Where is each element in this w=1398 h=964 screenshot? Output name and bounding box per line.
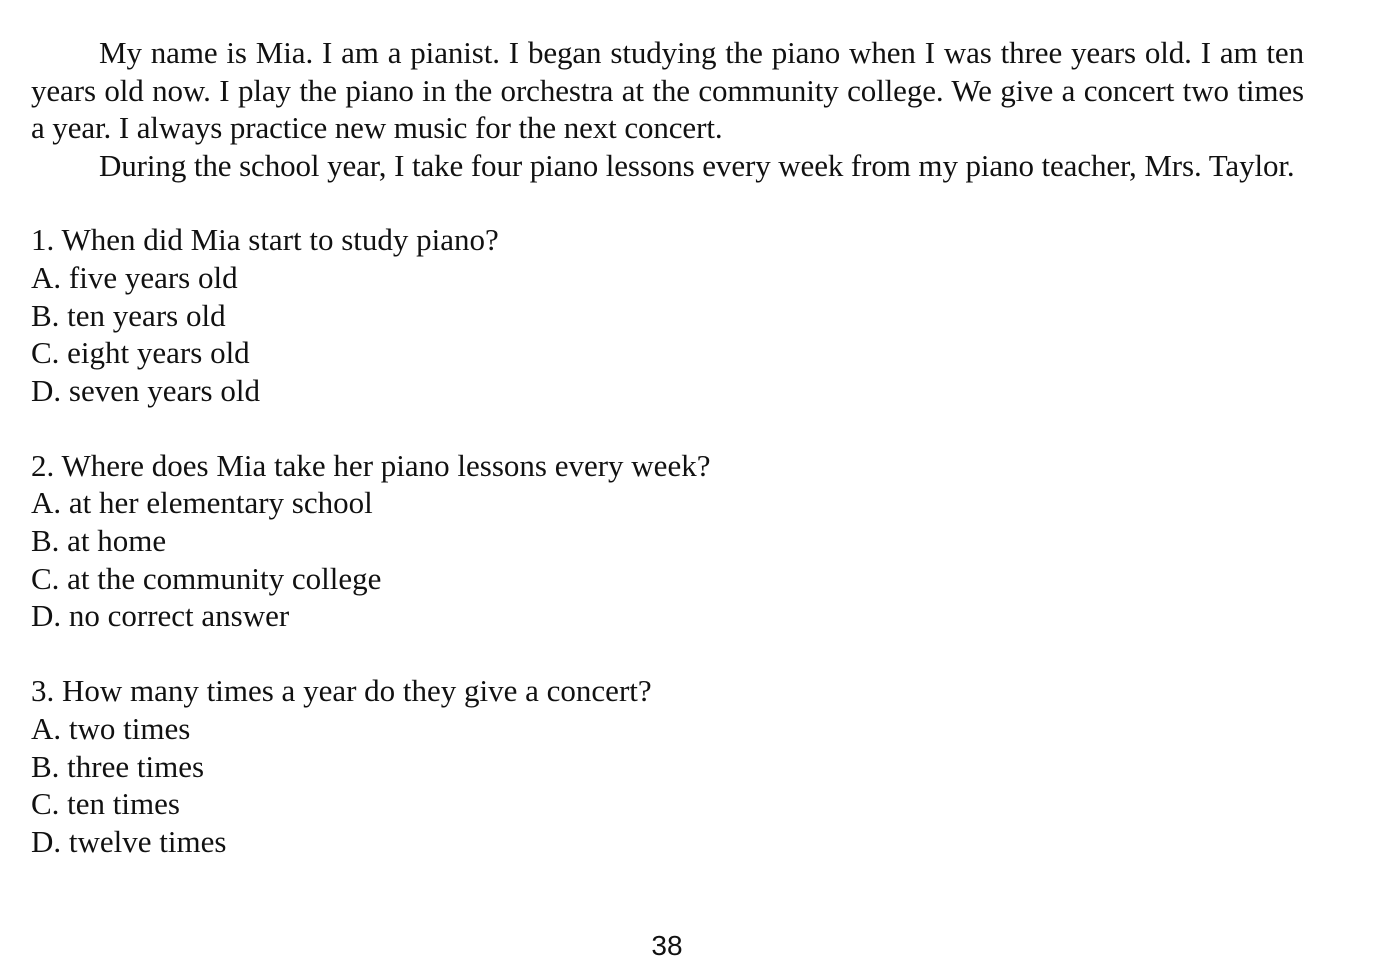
question-2-text: 2. Where does Mia take her piano lessons every week? [31, 447, 711, 483]
question-2-option-c: C. at the community college [31, 560, 382, 596]
passage-paragraph-2: During the school year, I take four piano lessons every week from my piano teacher, Mrs. Taylor. [99, 147, 1295, 183]
question-3-option-b: B. three times [31, 748, 205, 784]
question-1-option-c: C. eight years old [31, 335, 250, 371]
question-2-option-d: D. no correct answer [31, 598, 290, 634]
question-1-option-b: B. ten years old [31, 297, 226, 333]
document-page [31, 34, 1304, 898]
passage-paragraph-1: My name is Mia. I am a pianist. I began studying the piano when I was three years old. I am ten years old now. I play the piano in the orchestra at the community college. We give a concert two times a year. I always practice new music for the next concert. [31, 35, 1304, 146]
question-list [31, 221, 1304, 860]
question-3-text: 3. How many times a year do they give a concert? [31, 673, 652, 709]
reading-passage [31, 34, 1304, 184]
question-2-option-b: B. at home [31, 523, 167, 559]
question-1-option-a: A. five years old [31, 259, 238, 295]
question-2-option-a: A. at her elementary school [31, 485, 373, 521]
question-3-option-a: A. two times [31, 710, 191, 746]
question-1 [31, 221, 1304, 409]
question-3-option-c: C. ten times [31, 786, 180, 822]
page-number: 38 [651, 930, 683, 961]
question-1-text: 1. When did Mia start to study piano? [31, 222, 499, 258]
question-1-option-d: D. seven years old [31, 372, 260, 408]
question-3-option-d: D. twelve times [31, 823, 227, 859]
question-2 [31, 447, 1304, 635]
question-3 [31, 672, 1304, 860]
